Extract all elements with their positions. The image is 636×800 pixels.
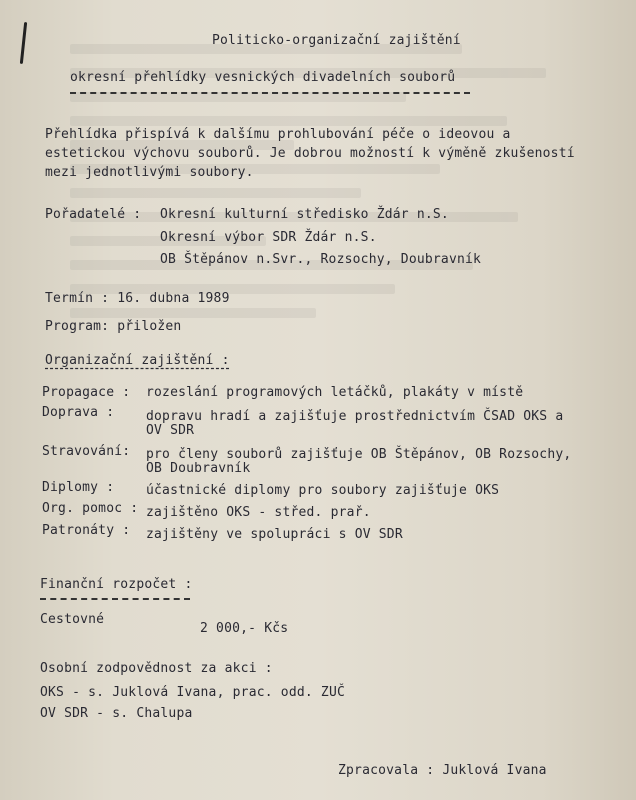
org-text-propagace: rozeslání programových letáčků, plakáty v místě: [146, 385, 524, 400]
org-text-pomoc: zajištěno OKS - střed. prař.: [146, 505, 371, 520]
responsibility-line-2: OV SDR - s. Chalupa: [40, 706, 193, 721]
event-date: Termín : 16. dubna 1989: [45, 291, 230, 306]
org-text-patronaty: zajištěny ve spolupráci s OV SDR: [146, 527, 403, 542]
organizer-1: Okresní kulturní středisko Ždár n.S.: [160, 207, 449, 222]
budget-underline: [40, 598, 190, 600]
org-label-diplomy: Diplomy :: [42, 480, 115, 495]
document-subtitle: okresní přehlídky vesnických divadelních souborů: [70, 70, 456, 85]
program-note: Program: přiložen: [45, 319, 182, 334]
intro-line-3: mezi jednotlivými soubory.: [45, 165, 254, 180]
responsibility-heading: Osobní zodpovědnost za akci :: [40, 661, 273, 676]
org-text-diplomy: účastnické diplomy pro soubory zajišťuje OKS: [146, 483, 500, 498]
responsibility-line-1: OKS - s. Juklová Ivana, prac. odd. ZUČ: [40, 685, 346, 700]
budget-item-label: Cestovné: [40, 612, 105, 627]
org-text-doprava: dopravu hradí a zajišťuje prostřednictvím ČSAD OKS a: [146, 409, 564, 424]
org-label-propagace: Propagace :: [42, 385, 131, 400]
margin-pen-mark: [20, 22, 27, 64]
organizer-3: OB Štěpánov n.Svr., Rozsochy, Doubravník: [160, 252, 482, 267]
budget-heading: Finanční rozpočet :: [40, 577, 193, 592]
organizers-label: Pořadatelé :: [45, 207, 142, 222]
organization-heading: Organizační zajištění :: [45, 353, 230, 368]
intro-line-1: Přehlídka přispívá k dalšímu prohlubování péče o ideovou a: [45, 127, 511, 142]
org-text-stravovani-cont: OB Doubravník: [146, 461, 251, 476]
intro-line-2: estetickou výchovu souborů. Je dobrou možností k výměně zkušeností: [45, 146, 575, 161]
document-title: Politicko-organizační zajištění: [212, 33, 461, 48]
prepared-by: Zpracovala : Juklová Ivana: [338, 763, 547, 778]
show-through-text: [70, 30, 630, 650]
org-label-stravovani: Stravování:: [42, 444, 131, 459]
org-text-doprava-cont: OV SDR: [146, 423, 195, 438]
org-text-stravovani: pro členy souborů zajišťuje OB Štěpánov, OB Rozsochy,: [146, 447, 572, 462]
organizer-2: Okresní výbor SDR Ždár n.S.: [160, 230, 377, 245]
org-label-doprava: Doprava :: [42, 405, 115, 420]
org-label-patronaty: Patronáty :: [42, 523, 131, 538]
subtitle-underline: [70, 92, 470, 94]
org-label-pomoc: Org. pomoc :: [42, 501, 139, 516]
budget-item-value: 2 000,- Kčs: [200, 621, 289, 636]
